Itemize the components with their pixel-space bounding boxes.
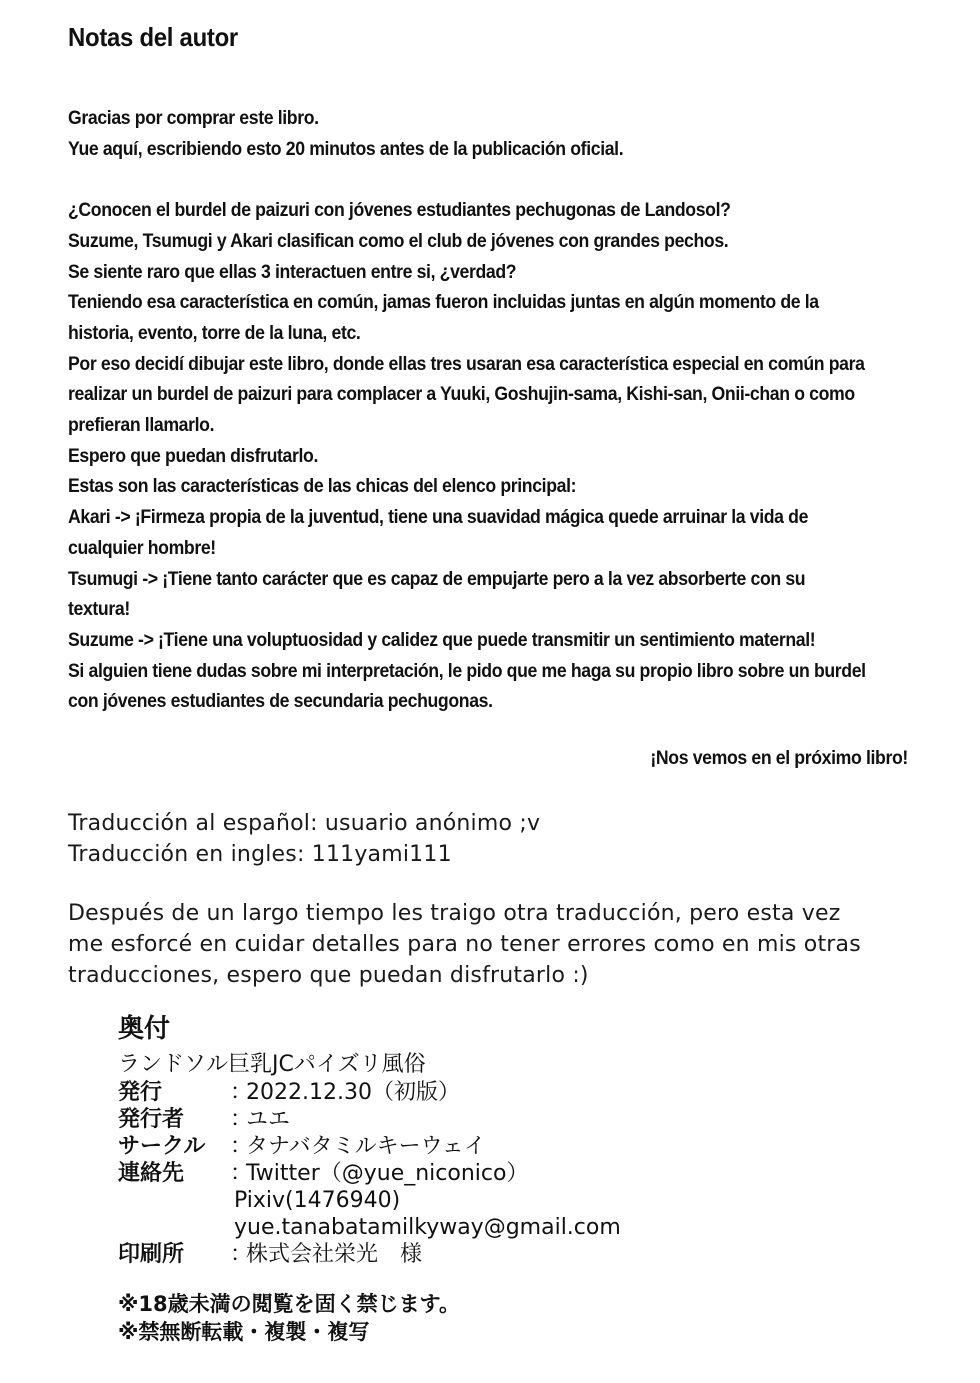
note-line: textura! — [68, 599, 130, 621]
note-line: ¿Conocen el burdel de paizuri con jóvenes estudiantes pechugonas de Landosol? — [68, 200, 731, 222]
row-separator: ： — [230, 1080, 253, 1105]
row-value: 株式会社栄光 様 — [246, 1242, 423, 1267]
note-line: Estas son las características de las chicas del elenco principal: — [68, 476, 577, 498]
note-line: prefieran llamarlo. — [68, 415, 215, 437]
note-line: Si alguien tiene dudas sobre mi interpretación, le pido que me haga su propio libro sobre un burdel — [68, 660, 866, 682]
warnings — [118, 1290, 460, 1346]
row-label: 発行 — [118, 1080, 163, 1105]
row-separator: ： — [230, 1107, 253, 1132]
colophon-row-circle — [118, 1133, 621, 1160]
row-value: ユエ — [246, 1107, 291, 1132]
row-label: サークル — [118, 1134, 206, 1159]
row-label: 発行者 — [118, 1107, 185, 1132]
note-line: Por eso decidí dibujar este libro, donde ellas tres usaran esa característica especial en común para — [68, 353, 865, 375]
translator-note-line: traducciones, espero que puedan disfrutarlo :) — [68, 963, 589, 988]
paragraph-gap — [68, 165, 905, 196]
row-value: 2022.12.30（初版） — [246, 1080, 460, 1105]
note-line: Espero que puedan disfrutarlo. — [68, 445, 319, 467]
note-line: Se siente raro que ellas 3 interactuen entre si, ¿verdad? — [68, 261, 517, 283]
note-line: Suzume -> ¡Tiene una voluptuosidad y calidez que puede transmitir un sentimiento maternal! — [68, 629, 816, 651]
row-label: 連絡先 — [118, 1161, 185, 1186]
note-line: Akari -> ¡Firmeza propia de la juventud, tiene una suavidad mágica quede arruinar la vida de — [68, 507, 809, 529]
author-notes — [68, 104, 905, 718]
note-line: Gracias por comprar este libro. — [68, 108, 319, 129]
note-line: Yue aquí, escribiendo esto 20 minutos antes de la publicación oficial. — [68, 138, 624, 160]
row-separator: ： — [230, 1134, 253, 1159]
colophon-row-publisher — [118, 1106, 621, 1133]
note-line: historia, evento, torre de la luna, etc. — [68, 322, 361, 344]
colophon-row-publish-date — [118, 1079, 621, 1106]
note-line: con jóvenes estudiantes de secundaria pechugonas. — [68, 691, 493, 713]
colophon-heading: 奥付 — [118, 1014, 171, 1044]
note-line: Tsumugi -> ¡Tiene tanto carácter que es capaz de empujarte pero a la vez absorberte con su — [68, 568, 806, 590]
contact-pixiv: Pixiv(1476940) — [234, 1188, 401, 1213]
note-line: cualquier hombre! — [68, 537, 216, 559]
row-value: Twitter（@yue_niconico） — [246, 1161, 529, 1186]
translator-note-line: Después de un largo tiempo les traigo otra traducción, pero esta vez — [68, 901, 841, 926]
credit-spanish: Traducción al español: usuario anónimo ;v — [68, 811, 541, 836]
colophon — [118, 1008, 621, 1268]
translator-note-line: me esforcé en cuidar detalles para no tener errores como en mis otras — [68, 932, 861, 957]
row-separator: ： — [230, 1161, 253, 1186]
note-line: Suzume, Tsumugi y Akari clasifican como el club de jóvenes con grandes pechos. — [68, 230, 729, 252]
credit-english: Traducción en ingles: 111yami111 — [68, 842, 452, 867]
note-line: Teniendo esa característica en común, jamas fueron incluidas juntas en algún momento de la — [68, 292, 819, 314]
translation-credits — [68, 808, 540, 870]
note-line: realizar un burdel de paizuri para complacer a Yuuki, Goshujin-sama, Kishi-san, Onii-chan o como — [68, 384, 855, 406]
contact-email: yue.tanabatamilkyway@gmail.com — [234, 1215, 621, 1240]
row-label: 印刷所 — [118, 1242, 185, 1267]
page-title: Notas del autor — [68, 22, 238, 52]
warning-age: ※18歳未満の閲覧を固く禁じます。 — [118, 1292, 460, 1316]
warning-copy: ※禁無断転載・複製・複写 — [118, 1320, 370, 1344]
signoff: ¡Nos vemos en el próximo libro! — [650, 748, 908, 769]
colophon-row-contact — [118, 1160, 621, 1187]
translator-note — [68, 898, 928, 991]
row-value: タナバタミルキーウェイ — [246, 1134, 486, 1159]
book-title: ランドソル巨乳JCパイズリ風俗 — [118, 1052, 426, 1077]
colophon-row-printer — [118, 1241, 621, 1268]
row-separator: ： — [230, 1242, 253, 1267]
